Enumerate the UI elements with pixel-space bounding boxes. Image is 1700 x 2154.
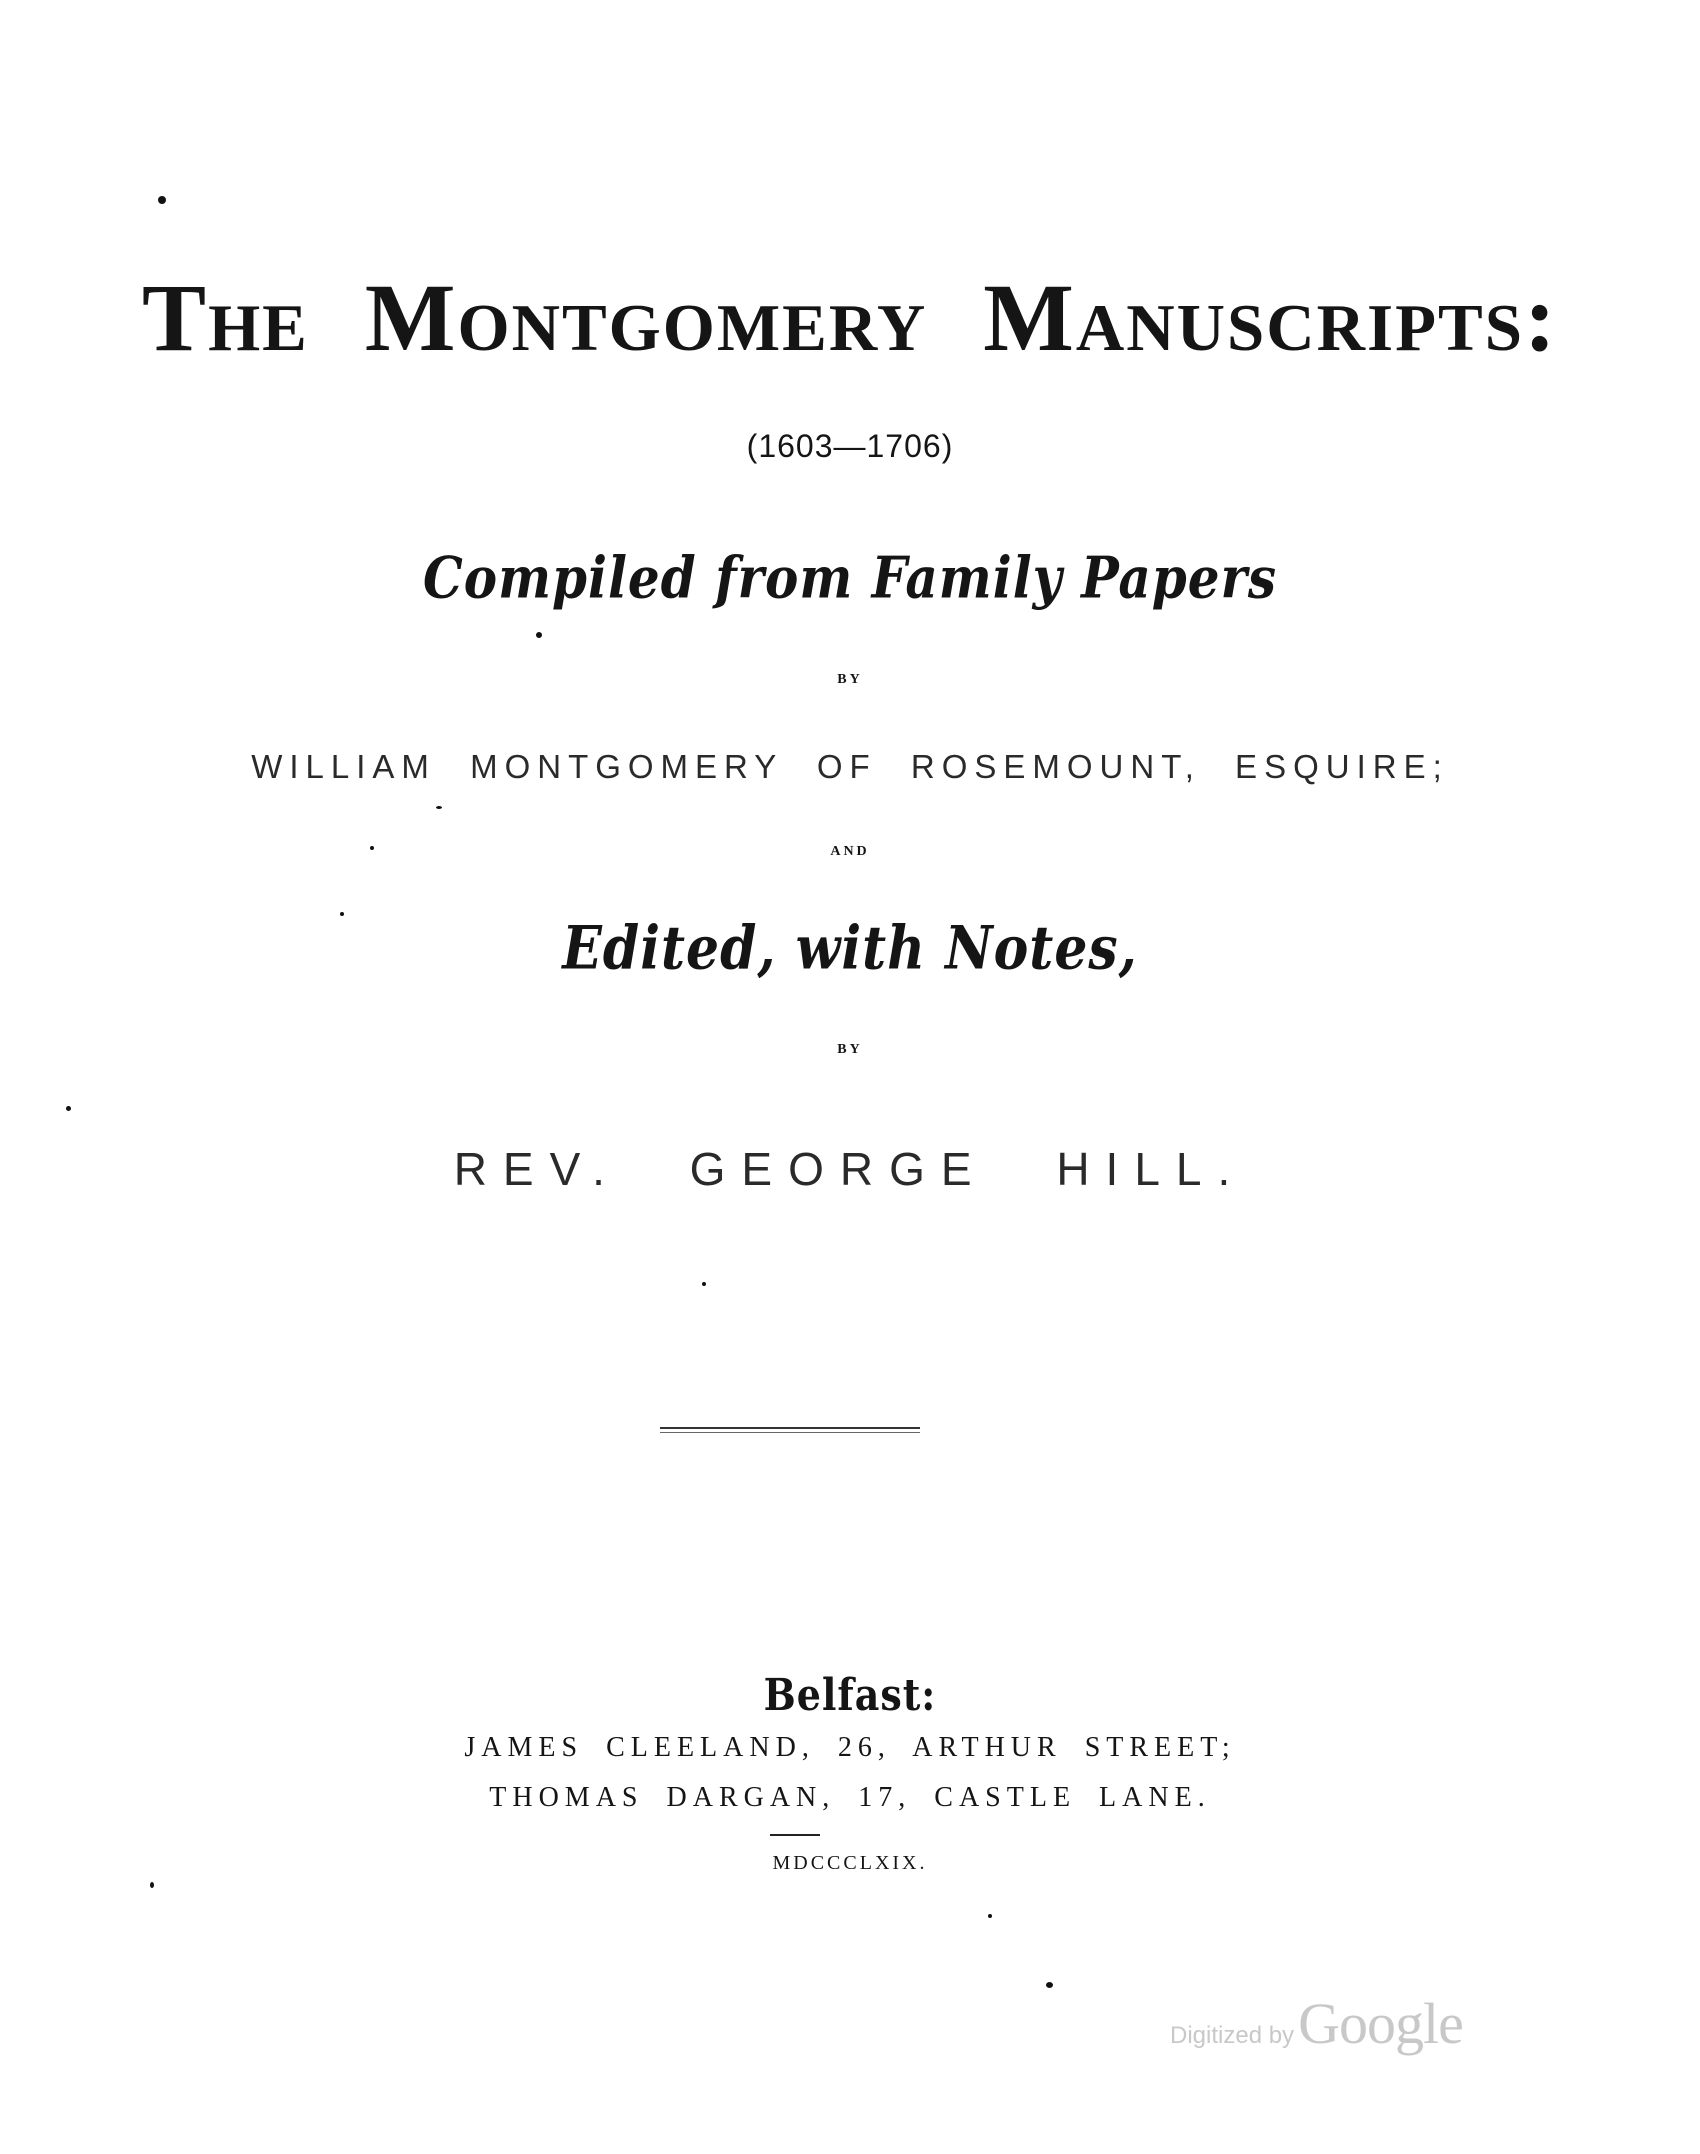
scan-speck: [150, 1882, 154, 1888]
page-title: [0, 262, 1700, 373]
divider-rule: [660, 1427, 920, 1433]
and-label: AND: [830, 844, 870, 859]
publisher-line-1: JAMES CLEELAND, 26, ARTHUR STREET;: [464, 1732, 1236, 1763]
compiled-text: Compiled from Family Papers: [422, 543, 1278, 612]
imprint-city-text: Belfast:: [763, 1668, 937, 1721]
publisher-line-2: THOMAS DARGAN, 17, CASTLE LANE.: [489, 1782, 1211, 1813]
short-divider: [770, 1834, 820, 1836]
imprint-city: [0, 1668, 1700, 1721]
by-label-1: BY: [837, 672, 863, 687]
edited-text: Edited, with Notes,: [562, 913, 1138, 984]
title-text: The Montgomery Manuscripts:: [142, 264, 1558, 371]
date-range: (1603—1706): [746, 428, 954, 464]
scan-speck: [988, 1914, 992, 1918]
watermark-prefix: Digitized by: [1170, 2022, 1295, 2049]
editor-name: REV. GEORGE HILL.: [453, 1143, 1247, 1195]
digitized-watermark: [1170, 1990, 1463, 2057]
publication-year: MDCCCLXIX.: [772, 1852, 928, 1874]
author-name: WILLIAM MONTGOMERY OF ROSEMOUNT, ESQUIRE;: [251, 748, 1449, 785]
scan-speck: [702, 1282, 706, 1286]
edited-line: [0, 913, 1700, 984]
scan-speck: [370, 846, 374, 850]
scan-speck: [1046, 1982, 1053, 1988]
by-label-2: BY: [837, 1042, 863, 1057]
scan-speck: [436, 806, 442, 809]
scan-speck: [158, 196, 166, 204]
scan-speck: [536, 632, 542, 638]
watermark-brand: Google: [1298, 1991, 1463, 2056]
scan-speck: [340, 912, 344, 916]
compiled-line: [0, 543, 1700, 612]
scan-speck: [66, 1106, 71, 1111]
